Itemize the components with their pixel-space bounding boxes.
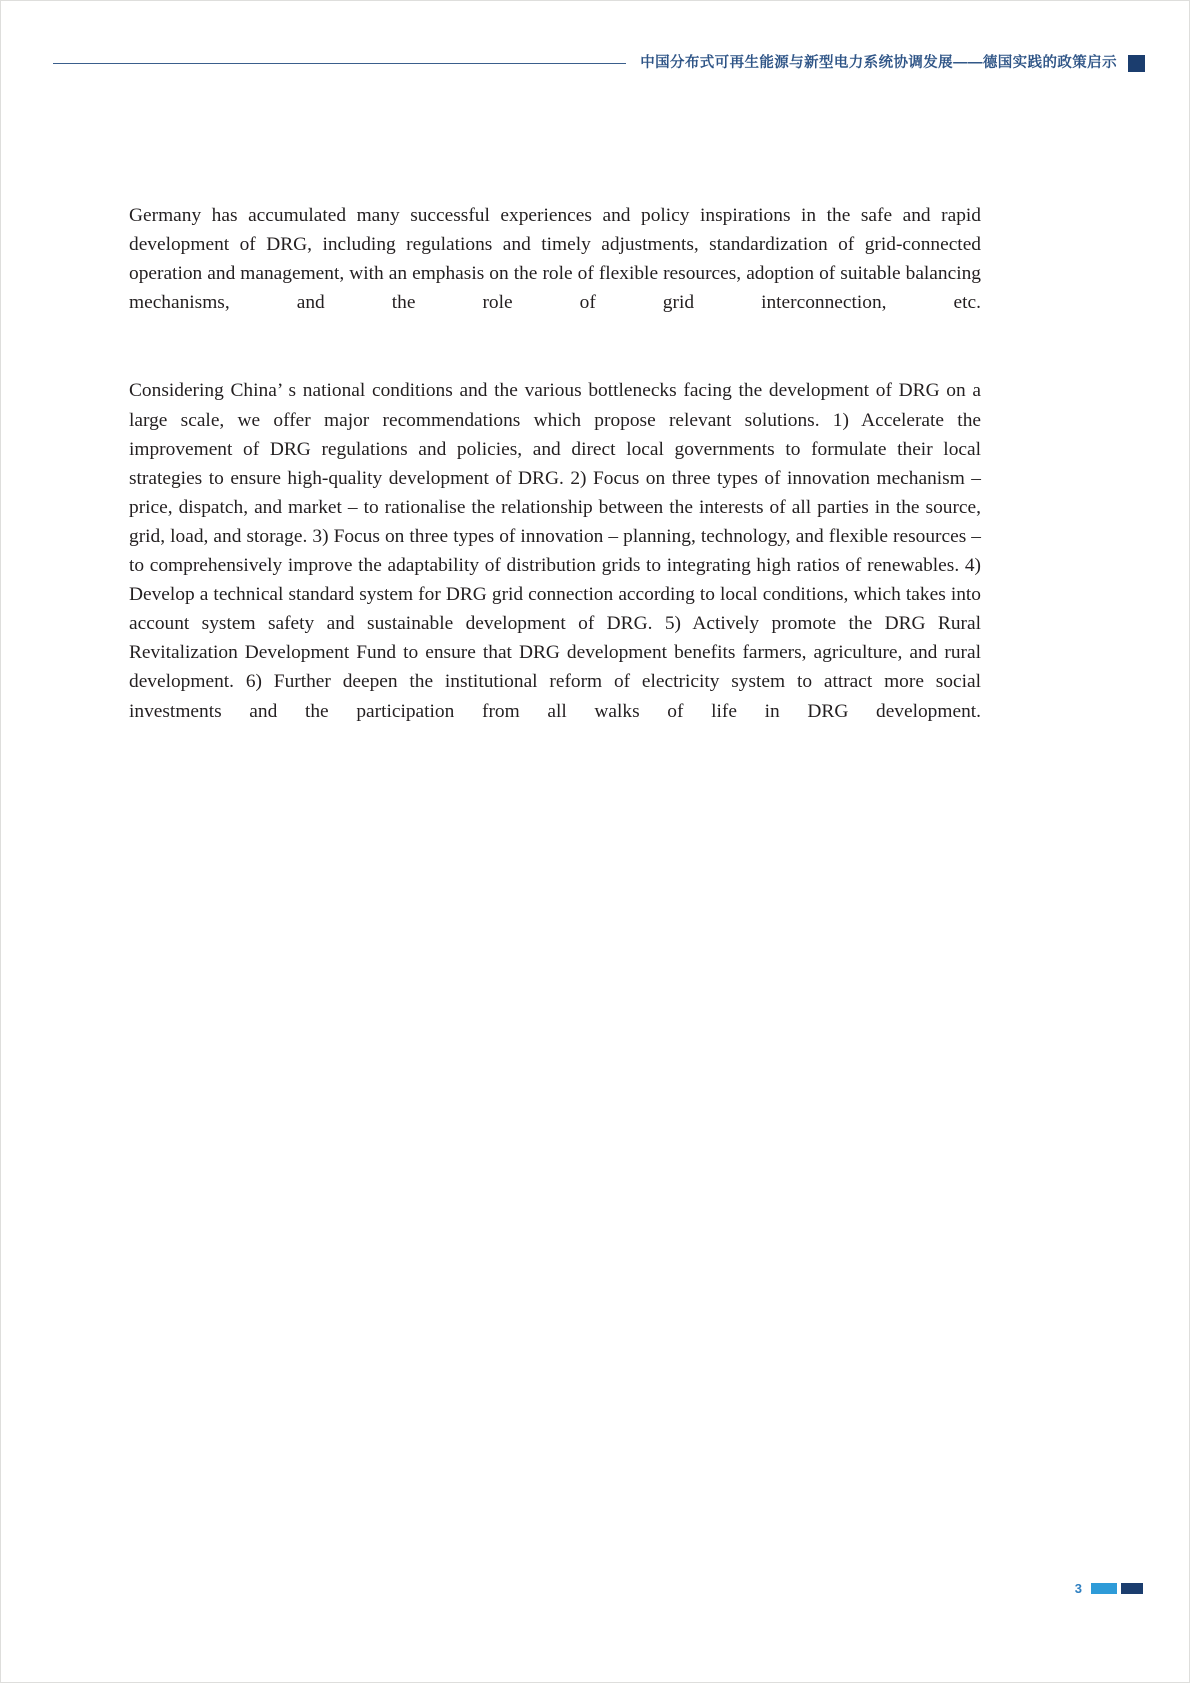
body-text-column xyxy=(129,201,981,755)
footer-bar-dark-icon xyxy=(1121,1583,1143,1594)
body-paragraph-2: Considering China’ s national conditions and the various bottlenecks facing the development of DRG on a large scale, we offer major recommendations which propose relevant solutions. 1) Accelerate the improvement of DRG regulations and policies, and direct local governments to formulate their local strategies to ensure high-quality development of DRG. 2) Focus on three types of innovation mechanism – price, dispatch, and market – to rationalise the relationship between the interests of all parties in the source, grid, load, and storage. 3) Focus on three types of innovation – planning, technology, and flexible resources – to comprehensively improve the adaptability of distribution grids to integrating high ratios of renewables. 4) Develop a technical standard system for DRG grid connection according to local conditions, which takes into account system safety and sustainable development of DRG. 5) Actively promote the DRG Rural Revitalization Development Fund to ensure that DRG development benefits farmers, agriculture, and rural development. 6) Further deepen the institutional reform of electricity system to attract more social investments and the participation from all walks of life in DRG development. xyxy=(129,380,981,722)
page-footer xyxy=(1075,1580,1143,1596)
header-rule-divider xyxy=(53,63,626,64)
page-number: 3 xyxy=(1074,1580,1082,1596)
body-paragraph-1: Germany has accumulated many successful experiences and policy inspirations in the safe and rapid development of DRG, including regulations and timely adjustments, standardization of grid-connected operation and management, with an emphasis on the role of flexible resources, adoption of suitable balancing mechanisms, and the role of grid interconnection, etc. xyxy=(129,205,981,314)
square-marker-icon xyxy=(1128,55,1145,72)
running-header xyxy=(1,46,1190,80)
running-header-title: 中国分布式可再生能源与新型电力系统协调发展——德国实践的政策启示 xyxy=(640,54,1117,71)
footer-bar-light-icon xyxy=(1091,1583,1117,1594)
